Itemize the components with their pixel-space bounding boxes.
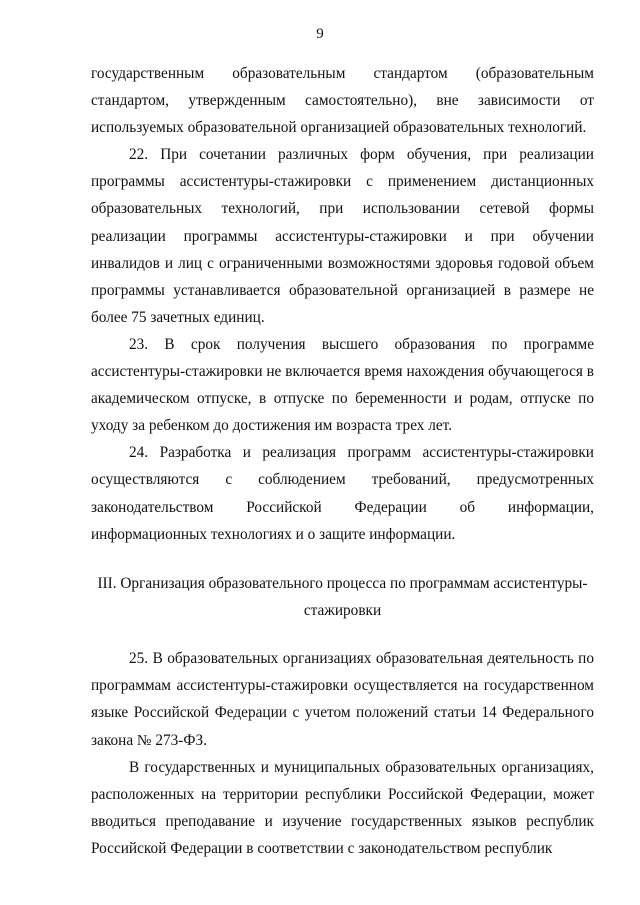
paragraph-23: 23. В срок получения высшего образования по программе ассистентуры-стажировки не включается время нахождения обучающегося в академическом отпуске, в отпуске по беременности и родам, отпуске по уходу за ребенком до достижения им возраста трех лет. bbox=[91, 335, 594, 435]
paragraph-22: 22. При сочетании различных форм обучения, при реализации программы ассистентуры-стажировки с применением дистанционных образовательных технологий, при использовании сетевой формы реализации программы ассистентуры-стажировки и при обучении инвалидов и лиц с ограниченными возможностями здоровья годовой объем программы устанавливается образовательной организацией в размере не более 75 зачетных единиц. bbox=[91, 146, 594, 326]
paragraph-continuation: государственным образовательным стандартом (образовательным стандартом, утвержденным самостоятельно), вне зависимости от используемых образовательной организацией образовательных технологий. bbox=[91, 65, 594, 137]
paragraph-24: 24. Разработка и реализация программ ассистентуры-стажировки осуществляются с соблюдением требований, предусмотренных законодательством Российской Федерации об информации, информационных технологиях и о защите информации. bbox=[91, 444, 594, 543]
document-body bbox=[91, 60, 594, 862]
page-number: 9 bbox=[316, 26, 324, 42]
paragraph-languages: В государственных и муниципальных образовательных организациях, расположенных на территории республики Российской Федерации, может вводиться преподавание и изучение государственных языков республик Российской Федерации в соответствии с законодательством республик bbox=[91, 758, 594, 857]
paragraph-25: 25. В образовательных организациях образовательная деятельность по программам ассистентуры-стажировки осуществляется на государственном языке Российской Федерации с учетом положений статьи 14 Федерального закона № 273-ФЗ. bbox=[91, 650, 594, 749]
section-heading: III. Организация образовательного процесса по программам ассистентуры-стажировки bbox=[97, 574, 588, 620]
